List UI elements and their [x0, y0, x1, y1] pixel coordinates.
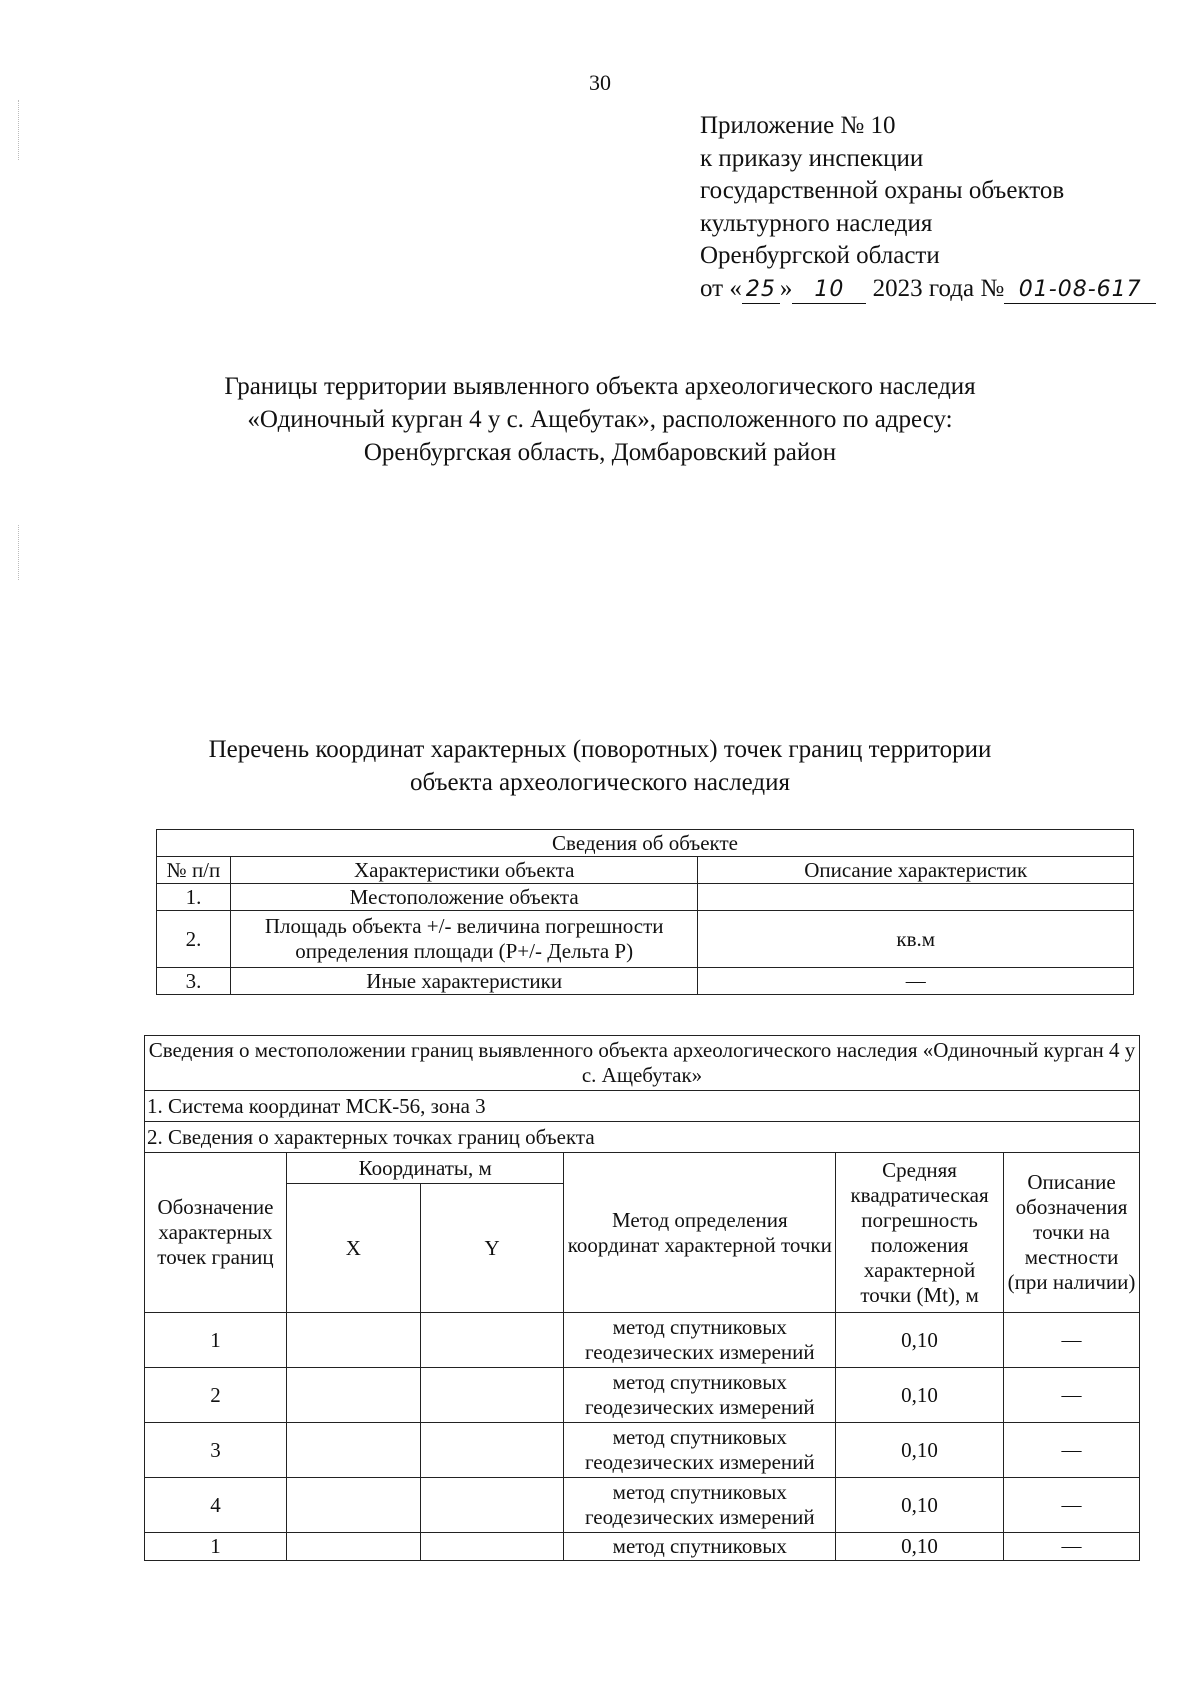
list-title-line: объекта археологического наследия	[410, 769, 790, 796]
boundary-table-header: Сведения о местоположении границ выявленного объекта археологического наследия «Одиночный курган 4 у с. Ащебутак»	[145, 1036, 1140, 1091]
title-line: Оренбургская область, Домбаровский район	[363, 439, 837, 466]
col-description-header: Описание обозначения точки на местности (при наличии)	[1004, 1153, 1140, 1313]
col-x-header: X	[286, 1184, 420, 1313]
point-description: —	[1004, 1368, 1140, 1423]
point-id: 2	[145, 1368, 287, 1423]
point-description: —	[1004, 1478, 1140, 1533]
row-char: Иные характеристики	[230, 968, 698, 995]
row-desc: —	[698, 968, 1134, 995]
point-error: 0,10	[836, 1313, 1004, 1368]
point-y	[420, 1478, 564, 1533]
point-x	[286, 1533, 420, 1561]
col-error-header: Средняя квадратическая погрешность положения характерной точки (Mt), м	[836, 1153, 1004, 1313]
boundary-points-table	[144, 1035, 1140, 1561]
row-char: Местоположение объекта	[230, 884, 698, 911]
point-y	[420, 1533, 564, 1561]
points-section-title: 2. Сведения о характерных точках границ объекта	[145, 1122, 1140, 1153]
coordinate-system: 1. Система координат МСК-56, зона 3	[145, 1091, 1140, 1122]
date-day: 25	[742, 277, 780, 304]
point-method: метод спутниковых геодезических измерений	[564, 1423, 836, 1478]
col-num-header: № п/п	[157, 857, 231, 884]
table-row	[145, 1423, 1140, 1478]
point-id: 1	[145, 1533, 287, 1561]
title-line: «Одиночный курган 4 у с. Ащебутак», расположенного по адресу:	[247, 406, 953, 433]
col-method-header: Метод определения координат характерной точки	[564, 1153, 836, 1313]
point-method: метод спутниковых геодезических измерений	[564, 1368, 836, 1423]
appendix-line: к приказу инспекции	[700, 144, 924, 172]
object-info-table	[156, 829, 1134, 995]
date-month: 10	[792, 277, 866, 304]
appendix-line: государственной охраны объектов	[700, 177, 1065, 204]
point-error: 0,10	[836, 1533, 1004, 1561]
col-desc-header: Описание характеристик	[698, 857, 1134, 884]
point-x	[286, 1423, 420, 1478]
table-row	[157, 911, 1134, 968]
document-title	[0, 370, 1200, 469]
coordinates-list-title	[0, 733, 1200, 799]
point-method: метод спутниковых	[564, 1533, 836, 1561]
table-row	[145, 1533, 1140, 1561]
point-error: 0,10	[836, 1368, 1004, 1423]
point-method: метод спутниковых геодезических измерений	[564, 1313, 836, 1368]
table-row	[145, 1478, 1140, 1533]
row-num: 1.	[157, 884, 231, 911]
point-description: —	[1004, 1423, 1140, 1478]
point-id: 4	[145, 1478, 287, 1533]
table-row	[145, 1313, 1140, 1368]
point-y	[420, 1423, 564, 1478]
point-method: метод спутниковых геодезических измерений	[564, 1478, 836, 1533]
date-year: 2023 года №	[872, 274, 1005, 302]
appendix-block	[700, 110, 1156, 305]
appendix-date-line	[700, 273, 1156, 306]
date-prefix: от «	[700, 274, 742, 302]
list-title-line: Перечень координат характерных (поворотных) точек границ территории	[208, 736, 992, 763]
row-num: 2.	[157, 911, 231, 968]
page-number: 30	[589, 70, 611, 95]
point-description: —	[1004, 1313, 1140, 1368]
table-row	[145, 1368, 1140, 1423]
scan-artifact	[18, 100, 21, 160]
point-error: 0,10	[836, 1478, 1004, 1533]
title-line: Границы территории выявленного объекта археологического наследия	[224, 373, 976, 400]
row-num: 3.	[157, 968, 231, 995]
order-number: 01-08-617	[1004, 277, 1156, 304]
point-x	[286, 1368, 420, 1423]
appendix-line: Приложение № 10	[700, 112, 896, 139]
point-y	[420, 1313, 564, 1368]
row-desc	[698, 884, 1134, 911]
date-mid: »	[779, 274, 793, 302]
point-description: —	[1004, 1533, 1140, 1561]
point-id: 3	[145, 1423, 287, 1478]
col-char-header: Характеристики объекта	[230, 857, 698, 884]
point-error: 0,10	[836, 1423, 1004, 1478]
point-x	[286, 1313, 420, 1368]
table-row	[157, 884, 1134, 911]
appendix-line: Оренбургской области	[700, 242, 940, 269]
point-id: 1	[145, 1313, 287, 1368]
row-char: Площадь объекта +/- величина погрешности определения площади (Р+/- Дельта Р)	[230, 911, 698, 968]
table-row	[157, 968, 1134, 995]
col-y-header: Y	[420, 1184, 564, 1313]
point-y	[420, 1368, 564, 1423]
col-designation-header: Обозначение характерных точек границ	[145, 1153, 287, 1313]
row-desc: кв.м	[698, 911, 1134, 968]
point-x	[286, 1478, 420, 1533]
scan-artifact	[18, 525, 21, 580]
col-coords-header: Координаты, м	[286, 1153, 564, 1184]
appendix-line: культурного наследия	[700, 209, 933, 237]
object-table-header: Сведения об объекте	[157, 830, 1134, 857]
